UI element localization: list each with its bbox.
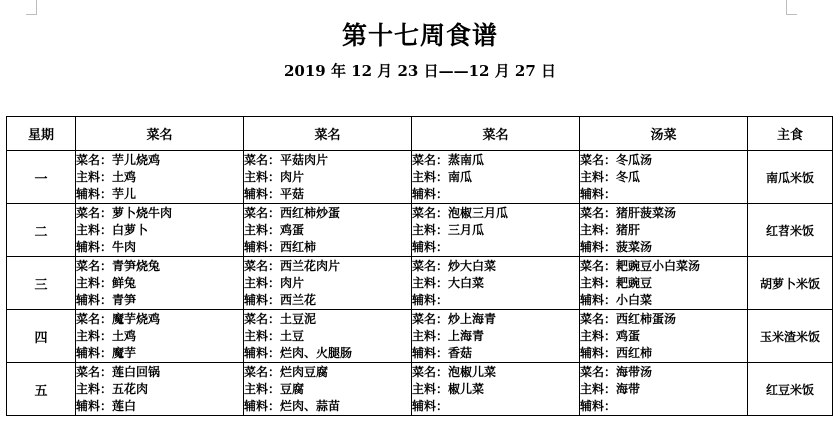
aux-ingredient-label: 辅料：: [412, 398, 449, 413]
dish-name-line: [580, 364, 747, 381]
dish-name-value: 烂肉豆腐: [280, 364, 329, 379]
main-ingredient-line: [580, 222, 747, 239]
aux-ingredient-line: [76, 239, 243, 256]
dish-name-line: [244, 205, 411, 222]
day-cell: 二: [7, 204, 76, 257]
aux-ingredient-line: [76, 345, 243, 362]
staple-cell: 玉米渣米饭: [748, 310, 833, 363]
dish-cell: [412, 204, 580, 257]
main-ingredient-label: 主料：: [244, 169, 281, 184]
aux-ingredient-label: 辅料：: [580, 239, 617, 254]
dish-name-value: 炒上海青: [448, 311, 497, 326]
aux-ingredient-label: 辅料：: [76, 239, 113, 254]
aux-ingredient-value: 魔芋: [112, 345, 137, 360]
dish-cell: [76, 257, 244, 310]
main-ingredient-line: [76, 169, 243, 186]
aux-ingredient-value: 青笋: [112, 292, 137, 307]
aux-ingredient-label: 辅料：: [580, 292, 617, 307]
table-row: [7, 151, 833, 204]
dish-name-value: 萝卜烧牛肉: [112, 205, 173, 220]
main-ingredient-line: [412, 381, 579, 398]
aux-ingredient-label: 辅料：: [244, 239, 281, 254]
main-ingredient-value: 椒儿菜: [448, 381, 485, 396]
dish-name-line: [76, 364, 243, 381]
dish-cell: [76, 151, 244, 204]
main-ingredient-line: [244, 328, 411, 345]
day-cell: 三: [7, 257, 76, 310]
dish-name-value: 猪肝菠菜汤: [616, 205, 677, 220]
main-ingredient-label: 主料：: [76, 381, 113, 396]
dish-name-label: 菜名：: [580, 311, 617, 326]
main-ingredient-value: 冬瓜: [616, 169, 641, 184]
dish-name-label: 菜名：: [412, 311, 449, 326]
dish-name-label: 菜名：: [580, 364, 617, 379]
header-day: 星期: [7, 117, 76, 151]
main-ingredient-label: 主料：: [244, 222, 281, 237]
dish-cell: [76, 363, 244, 416]
main-ingredient-label: 主料：: [412, 328, 449, 343]
aux-ingredient-label: 辅料：: [76, 398, 113, 413]
dish-name-value: 莲白回锅: [112, 364, 161, 379]
dish-name-label: 菜名：: [412, 205, 449, 220]
main-ingredient-line: [244, 275, 411, 292]
header-dish-2: 菜名: [244, 117, 412, 151]
main-ingredient-value: 五花肉: [112, 381, 149, 396]
aux-ingredient-label: 辅料：: [244, 345, 281, 360]
aux-ingredient-label: 辅料：: [76, 292, 113, 307]
dish-name-value: 芋儿烧鸡: [112, 152, 161, 167]
dish-name-label: 菜名：: [244, 258, 281, 273]
table-row: [7, 310, 833, 363]
aux-ingredient-line: [244, 292, 411, 309]
aux-ingredient-line: [244, 239, 411, 256]
aux-ingredient-line: [76, 398, 243, 415]
aux-ingredient-line: [244, 398, 411, 415]
dish-name-value: 耙豌豆小白菜汤: [616, 258, 701, 273]
staple-cell: 胡萝卜米饭: [748, 257, 833, 310]
aux-ingredient-label: 辅料：: [244, 186, 281, 201]
aux-ingredient-value: 烂肉、火腿肠: [280, 345, 353, 360]
staple-cell: 红豆米饭: [748, 363, 833, 416]
main-ingredient-line: [244, 222, 411, 239]
dish-name-label: 菜名：: [244, 364, 281, 379]
day-cell: 四: [7, 310, 76, 363]
day-cell: 五: [7, 363, 76, 416]
table-row: [7, 204, 833, 257]
weekly-menu-table: [6, 116, 833, 416]
dish-name-label: 菜名：: [76, 311, 113, 326]
main-ingredient-value: 大白菜: [448, 275, 485, 290]
dish-name-value: 平菇肉片: [280, 152, 329, 167]
dish-name-line: [76, 311, 243, 328]
aux-ingredient-label: 辅料：: [412, 345, 449, 360]
day-cell: 一: [7, 151, 76, 204]
main-ingredient-value: 肉片: [280, 169, 305, 184]
main-ingredient-line: [244, 381, 411, 398]
dish-name-line: [412, 205, 579, 222]
dish-name-line: [580, 205, 747, 222]
dish-cell: [76, 204, 244, 257]
dish-cell: [244, 151, 412, 204]
main-ingredient-label: 主料：: [244, 275, 281, 290]
dish-name-line: [244, 258, 411, 275]
main-ingredient-value: 肉片: [280, 275, 305, 290]
main-ingredient-value: 三月瓜: [448, 222, 485, 237]
main-ingredient-line: [76, 381, 243, 398]
main-ingredient-value: 豆腐: [280, 381, 305, 396]
aux-ingredient-line: [244, 186, 411, 203]
aux-ingredient-line: [580, 398, 747, 415]
dish-name-label: 菜名：: [244, 152, 281, 167]
aux-ingredient-value: 芋儿: [112, 186, 137, 201]
aux-ingredient-label: 辅料：: [412, 186, 449, 201]
dish-name-label: 菜名：: [76, 258, 113, 273]
aux-ingredient-label: 辅料：: [76, 345, 113, 360]
header-dish-3: 菜名: [412, 117, 580, 151]
dish-cell: [244, 310, 412, 363]
dish-name-value: 海带汤: [616, 364, 653, 379]
aux-ingredient-value: 烂肉、蒜苗: [280, 398, 341, 413]
staple-cell: 红苕米饭: [748, 204, 833, 257]
main-ingredient-line: [76, 275, 243, 292]
header-staple: 主食: [748, 117, 833, 151]
main-ingredient-value: 土鸡: [112, 169, 137, 184]
dish-name-line: [244, 311, 411, 328]
main-ingredient-line: [580, 381, 747, 398]
dish-name-value: 西兰花肉片: [280, 258, 341, 273]
aux-ingredient-line: [580, 186, 747, 203]
dish-name-value: 土豆泥: [280, 311, 317, 326]
dish-name-label: 菜名：: [412, 152, 449, 167]
dish-name-label: 菜名：: [76, 152, 113, 167]
table-row: [7, 363, 833, 416]
main-ingredient-line: [244, 169, 411, 186]
soup-cell: [580, 310, 748, 363]
main-ingredient-label: 主料：: [412, 275, 449, 290]
dish-name-value: 西红柿蛋汤: [616, 311, 677, 326]
main-ingredient-value: 鲜兔: [112, 275, 137, 290]
dish-name-value: 炒大白菜: [448, 258, 497, 273]
main-ingredient-value: 鸡蛋: [280, 222, 305, 237]
aux-ingredient-line: [412, 345, 579, 362]
aux-ingredient-label: 辅料：: [580, 186, 617, 201]
soup-cell: [580, 204, 748, 257]
aux-ingredient-value: 小白菜: [616, 292, 653, 307]
main-ingredient-label: 主料：: [76, 222, 113, 237]
main-ingredient-value: 海带: [616, 381, 641, 396]
aux-ingredient-label: 辅料：: [580, 398, 617, 413]
table-header-row: [7, 117, 833, 151]
dish-name-label: 菜名：: [412, 258, 449, 273]
aux-ingredient-value: 莲白: [112, 398, 137, 413]
main-ingredient-line: [580, 328, 747, 345]
main-ingredient-label: 主料：: [580, 222, 617, 237]
dish-name-label: 菜名：: [412, 364, 449, 379]
main-ingredient-line: [412, 169, 579, 186]
dish-cell: [76, 310, 244, 363]
aux-ingredient-value: 香菇: [448, 345, 473, 360]
aux-ingredient-value: 西红柿: [616, 345, 653, 360]
dish-name-line: [412, 364, 579, 381]
aux-ingredient-line: [412, 292, 579, 309]
date-range: 2019 年 12 月 23 日——12 月 27 日: [283, 62, 557, 80]
main-ingredient-value: 白萝卜: [112, 222, 149, 237]
dish-name-line: [76, 205, 243, 222]
staple-cell: 南瓜米饭: [748, 151, 833, 204]
dish-cell: [412, 363, 580, 416]
aux-ingredient-value: 西红柿: [280, 239, 317, 254]
aux-ingredient-line: [244, 345, 411, 362]
main-ingredient-line: [412, 328, 579, 345]
dish-name-line: [412, 258, 579, 275]
aux-ingredient-line: [76, 292, 243, 309]
dish-name-label: 菜名：: [76, 364, 113, 379]
aux-ingredient-label: 辅料：: [244, 292, 281, 307]
dish-name-line: [412, 311, 579, 328]
aux-ingredient-line: [412, 239, 579, 256]
main-ingredient-label: 主料：: [412, 169, 449, 184]
main-ingredient-line: [580, 275, 747, 292]
dish-name-line: [580, 311, 747, 328]
soup-cell: [580, 257, 748, 310]
main-ingredient-value: 土鸡: [112, 328, 137, 343]
main-ingredient-line: [412, 222, 579, 239]
aux-ingredient-line: [76, 186, 243, 203]
dish-name-value: 魔芋烧鸡: [112, 311, 161, 326]
main-ingredient-value: 南瓜: [448, 169, 473, 184]
dish-name-value: 泡椒儿菜: [448, 364, 497, 379]
aux-ingredient-label: 辅料：: [412, 292, 449, 307]
main-ingredient-label: 主料：: [580, 328, 617, 343]
main-ingredient-label: 主料：: [76, 328, 113, 343]
aux-ingredient-label: 辅料：: [580, 345, 617, 360]
aux-ingredient-value: 西兰花: [280, 292, 317, 307]
main-ingredient-value: 上海青: [448, 328, 485, 343]
main-ingredient-value: 猪肝: [616, 222, 641, 237]
dish-name-label: 菜名：: [580, 258, 617, 273]
soup-cell: [580, 151, 748, 204]
soup-cell: [580, 363, 748, 416]
page-corner-mark: [26, 0, 37, 15]
dish-name-value: 青笋烧兔: [112, 258, 161, 273]
page-corner-mark: [786, 0, 797, 15]
aux-ingredient-line: [580, 292, 747, 309]
main-ingredient-label: 主料：: [244, 381, 281, 396]
dish-name-label: 菜名：: [580, 152, 617, 167]
header-soup: 汤菜: [580, 117, 748, 151]
aux-ingredient-line: [580, 345, 747, 362]
aux-ingredient-line: [412, 186, 579, 203]
main-ingredient-line: [76, 222, 243, 239]
aux-ingredient-value: 菠菜汤: [616, 239, 653, 254]
aux-ingredient-label: 辅料：: [244, 398, 281, 413]
aux-ingredient-label: 辅料：: [76, 186, 113, 201]
dish-name-label: 菜名：: [580, 205, 617, 220]
main-ingredient-label: 主料：: [412, 381, 449, 396]
dish-name-value: 蒸南瓜: [448, 152, 485, 167]
main-ingredient-value: 土豆: [280, 328, 305, 343]
dish-name-value: 冬瓜汤: [616, 152, 653, 167]
dish-name-value: 泡椒三月瓜: [448, 205, 509, 220]
dish-cell: [244, 204, 412, 257]
main-ingredient-label: 主料：: [580, 275, 617, 290]
aux-ingredient-label: 辅料：: [412, 239, 449, 254]
main-ingredient-label: 主料：: [244, 328, 281, 343]
dish-name-value: 西红柿炒蛋: [280, 205, 341, 220]
aux-ingredient-line: [412, 398, 579, 415]
header-dish-1: 菜名: [76, 117, 244, 151]
dish-name-label: 菜名：: [76, 205, 113, 220]
main-ingredient-label: 主料：: [76, 275, 113, 290]
main-ingredient-label: 主料：: [412, 222, 449, 237]
main-ingredient-value: 鸡蛋: [616, 328, 641, 343]
main-ingredient-label: 主料：: [76, 169, 113, 184]
dish-name-line: [244, 152, 411, 169]
aux-ingredient-value: 平菇: [280, 186, 305, 201]
dish-name-line: [76, 258, 243, 275]
aux-ingredient-line: [580, 239, 747, 256]
dish-name-line: [580, 258, 747, 275]
dish-name-line: [412, 152, 579, 169]
dish-cell: [412, 151, 580, 204]
menu-title: 第十七周食谱: [341, 21, 498, 50]
main-ingredient-value: 耙豌豆: [616, 275, 653, 290]
aux-ingredient-value: 牛肉: [112, 239, 137, 254]
dish-cell: [412, 310, 580, 363]
dish-name-label: 菜名：: [244, 205, 281, 220]
dish-cell: [412, 257, 580, 310]
dish-name-line: [244, 364, 411, 381]
dish-cell: [244, 257, 412, 310]
table-row: [7, 257, 833, 310]
dish-name-label: 菜名：: [244, 311, 281, 326]
main-ingredient-label: 主料：: [580, 381, 617, 396]
dish-cell: [244, 363, 412, 416]
dish-name-line: [76, 152, 243, 169]
main-ingredient-line: [76, 328, 243, 345]
dish-name-line: [580, 152, 747, 169]
main-ingredient-label: 主料：: [580, 169, 617, 184]
main-ingredient-line: [580, 169, 747, 186]
main-ingredient-line: [412, 275, 579, 292]
